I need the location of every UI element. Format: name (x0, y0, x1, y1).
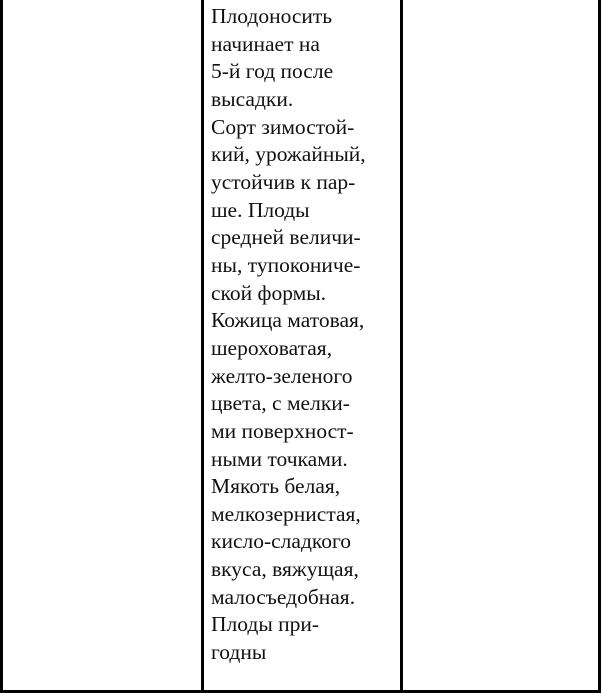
text-line: начинает на (211, 31, 320, 56)
text-line: Мякоть белая, (211, 474, 341, 499)
variety-description-cell (211, 3, 397, 667)
text-line: устойчив к пар- (211, 169, 356, 194)
column-divider-left (201, 0, 204, 690)
text-line: ской формы. (211, 280, 327, 305)
text-line: кисло-сладкого (211, 529, 352, 554)
text-line: шероховатая, (211, 335, 333, 360)
text-line: ше. Плоды (211, 197, 310, 222)
text-line: ны, тупоконичe- (211, 252, 361, 277)
text-line: мелкозернистая, (211, 501, 361, 526)
text-line: ными точками. (211, 446, 348, 471)
text-line: вкуса, вяжущая, (211, 557, 359, 582)
text-line: Плодоносить (211, 4, 333, 28)
text-line: 5-й год после (211, 59, 334, 84)
text-line: цвета, с мелки- (211, 391, 350, 416)
text-line: ми поверхност- (211, 418, 354, 443)
text-line: Кожица матовая, (211, 308, 365, 333)
text-line: высадки. (211, 86, 294, 111)
text-line: средней величи- (211, 225, 361, 250)
text-line: малосъедобная. (211, 584, 356, 609)
text-line: годны (211, 640, 267, 665)
text-line: Сорт зимостой- (211, 114, 355, 139)
text-line: Плоды при- (211, 612, 320, 637)
text-line: кий, урожайный, (211, 142, 366, 167)
column-divider-right (400, 0, 403, 690)
text-line: желто-зеленого (211, 363, 353, 388)
